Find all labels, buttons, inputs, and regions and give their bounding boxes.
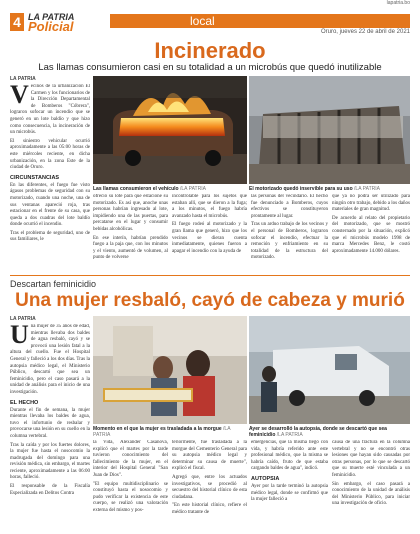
story1-column-2 [93,194,168,272]
paragraph: ecinos de la urbanización El Carmen y los funcionarios de la Dirección Departamental de Bomberos "Cóbrera", lograron sofocar un incendio que se generó en un lote baldío y que hizo como consecuencia, la incineración de un microbús. [10,84,90,136]
caption-credit: /LA PATRIA [93,426,231,438]
paragraph: Tras un arduo trabajo de los vecinos y el personal de Bomberos, lograron sofocar el incendio, efectuar la remoción y enfriamiento en su totalidad de la estructura del motorizado. [251,222,328,261]
paragraph: "En este historial clínico, refiere el médico tratante de [172,503,247,515]
story1-subhead: CIRCUNSTANCIAS [10,174,60,181]
morgue-van-illustration [249,316,410,424]
caption-credit: /LA PATRIA [179,186,206,192]
site-name: lapatria.bo [386,0,410,6]
morgue-van-photo [249,316,410,424]
story1-column-4 [251,194,328,272]
paragraph: teriormente, fue trasladada a la morgue del Cementerio General para su autopsia médico legal y determinar su causa de muerte", explicó el fiscal. [172,440,247,472]
paragraph: En ese interín, habrían prendido fuego a la paja que, con los minutos y el viento, aumentó de volumen, al punto de volverse [93,235,168,261]
paragraph: causa de una fractura en la columna vertebral y no se encontró otras lesiones que hayan sido causadas por otras personas, por lo que se descartó que su muerte esté vinculada a un feminicidio. [332,440,410,478]
story1-headline: Incinerado [154,38,266,63]
paragraph: ofreció su lote para que estacione su motorizado. Es así que, anoche unas personas habrían ingresado al lote, impidiendo una de las puertas, para percatarse en el lugar y consumir bebidas alcohólicas. [93,194,168,232]
story2-column-2 [93,440,168,530]
story2-headline: Una mujer resbaló, cayó de cabeza y murió [15,290,405,311]
paragraph: "El equipo multidisciplinario se constituyó hasta el nosocomio y pudo verificar la existencia de este cuerpo, se realizó una valoración externa del mismo y pos- [93,481,168,513]
story2-dropcap: U [10,324,29,349]
caption-credit: /LA PATRIA [354,186,380,192]
paragraph: En las diferentes, el fuego fue visto ágasos problemas de seguridad con su motorizado, cuando una noche, una de sus ventanas apareció roja, tras estacionar en el frente de su casa, que queda a dos cuadras del lote baldío donde ocurrió el incendio. [10,182,90,228]
paragraph: El responsable de la Fiscalía Especializada en Delitos Contra [10,484,90,496]
story2-credit: LA PATRIA [10,316,36,322]
bus-remains-photo [249,76,410,184]
paragraph: incontrolable para los sujetos que estaban allí, que se dieron a la fuga; a los minutos, el fuego habría avanzado hasta el microbús. [172,194,247,219]
dateline: Oruro, jueves 22 de abril de 2021 [320,29,410,35]
burned-bus-photo [93,76,247,184]
page-number: 4 [10,13,24,31]
paragraph: emergencias, que la misma llegó con vida, y habría referido ante este profesional médico, que la misma se habría caído, fruto de que estaba cargando baldes de agua", indicó. [251,440,328,472]
burned-bus-illustration [93,76,247,184]
story2-caption-right [249,426,410,438]
story1-column-5 [332,194,410,272]
paragraph: Tras la caída y por los fuertes dolores, la mujer fue hasta el nosocomio la madrugada del domingo para una revisión médica, sin embargo, el martes reciente, aproximadamente a las 06:00 horas, falleció. [10,442,90,481]
story1-credit: LA PATRIA [10,76,36,82]
story2-subhead-autopsia: AUTOPSIA [251,475,280,482]
paragraph: De acuerdo al relato del propietario del motorizado, que se mostró consternado por la situación, explicó que el microbús modelo 1998 de marca Mercedes Benz, le costó aproximadamente 14.000 dólares. [332,215,410,254]
story1-caption-right [249,186,410,192]
paragraph: na mujer de 35 años de edad, mientras llevaba dos baldes de agua resbaló, cayó y se provocó una lesión fatal a la altura del cuello. Fue el Hospital General y falleció a los dos días. Tras la autopsia médico legal, el Ministerio Público, descartó que sea un feminicidio, pero el caso pasará a la unidad de análisis para el inicio de una investigación. [10,324,90,395]
caption-text: Ayer se desarrolló la autopsia, donde se descartó que sea feminicidio [249,426,387,438]
story2-column-1 [10,324,90,528]
paragraph: Tras el problema de seguridad, uno de sus familiares, le [10,230,90,243]
story1-dropcap: V [10,84,29,109]
brand-name: LA PATRIA [28,12,75,22]
story2-subhead: EL HECHO [10,399,39,406]
story2-caption-left [93,426,247,438]
paragraph: El siniestro vehicular ocurrió aproximadamente a las 05:00 horas de este miércoles reciente, en dicha urbanización, en la zona Este de la ciudad de Oruro. [10,138,90,171]
caption-text: El motorizado quedó inservible para su uso [249,186,353,192]
story2-column-5 [332,440,410,530]
paragraph: que ya no podrá ser utilizado para ningún otro trabajo, debido a los daños materiales de gran magnitud. [332,194,410,213]
paragraph: Agregó que, entre los actuados investigativos, se procedió al secuestro del historial clínico de esta ciudadana. [172,474,247,500]
story1-column-1 [10,84,90,272]
story1-subheadline: Las llamas consumieron casi en su totalidad a un microbús que quedó inutilizable [38,62,382,73]
caption-text: Momento en el que la mujer es trasladada a la morgue [93,426,222,432]
paragraph: Ayer por la tarde terminó la autopsia médico legal, donde se confirmó que la mujer falleció a [251,483,328,503]
stretcher-photo [93,316,247,424]
page-header [0,0,420,40]
section-label: local [190,14,215,28]
brand-section-name: Policial [28,19,74,34]
paragraph: las personas del vecindario. El hecho fue denunciado a Bomberos, cuyos efectivos se constituyeron prontamente al lugar. [251,194,328,219]
paragraph: Sin embargo, el caso pasará a conocimiento de la unidad de análisis del Ministerio Público, para iniciar una investigación de oficio. [332,481,410,507]
stretcher-illustration [93,316,247,424]
story2-column-4 [251,440,328,530]
section-divider [10,275,410,276]
paragraph: la Vida, Alexander Casanova, explicó que el martes por la tarde tuvieron conocimiento del fallecimiento de la mujer, en el interior del Hospital General "San Juan de Dios". [93,440,168,478]
section-bar [110,14,410,28]
paragraph: El fuego rodeó al motorizado y la gran llama que generó, hizo que los vecinos se dieran cuenta inmediatamente, quienes fueron a apagar el incendio con la ayuda de [172,222,247,254]
caption-credit: /LA PATRIA [276,432,303,438]
story1-column-3 [172,194,247,272]
story2-kicker: Descartan feminicidio [10,279,97,289]
bus-remains-illustration [249,76,410,184]
caption-text: Las llamas consumieron el vehículo [93,186,179,192]
story2-column-3 [172,440,247,530]
paragraph: Durante el fin de semana, la mujer mientras llevaba los baldes de agua, tuvo el infortunio de resbalar y provocarse una lesión en su cuello en la columna vertebral. [10,407,90,439]
story1-caption-left [93,186,247,192]
